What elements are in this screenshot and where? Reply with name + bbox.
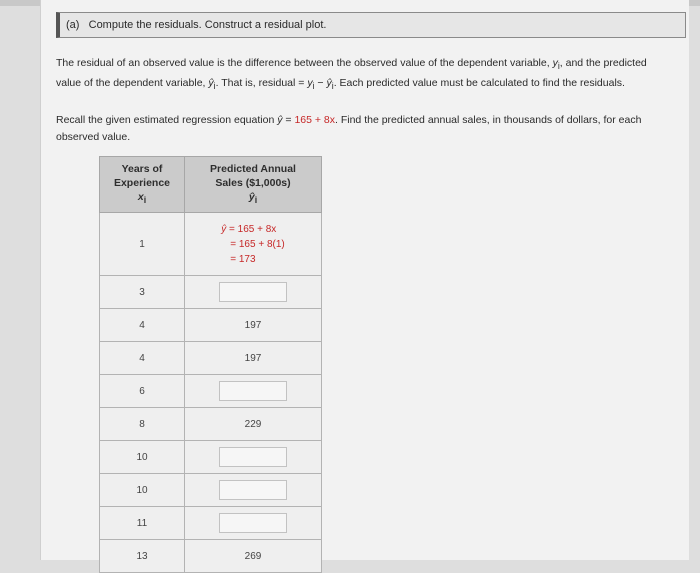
x-cell: 1 xyxy=(100,213,185,276)
predicted-cell xyxy=(185,474,322,507)
recall-text-1: Recall the given estimated regression equation xyxy=(56,114,278,126)
x-cell: 6 xyxy=(100,375,185,408)
x-cell: 4 xyxy=(100,342,185,375)
predicted-cell: 269 xyxy=(185,540,322,573)
recall-text-2: . Find the predicted annual sales, in thousands of dollars, for each observed value. xyxy=(56,114,642,143)
table-row xyxy=(100,375,322,408)
header-years-line1: Years of xyxy=(121,163,163,175)
predicted-cell: 197 xyxy=(185,309,322,342)
predicted-input[interactable] xyxy=(219,381,287,401)
header-predicted-line1: Predicted Annual xyxy=(210,163,296,175)
intro-yi: y xyxy=(552,57,558,69)
part-label: (a) xyxy=(66,19,80,31)
predicted-cell: 229 xyxy=(185,408,322,441)
header-yhat-symbol: ŷ xyxy=(248,191,255,203)
part-title: Compute the residuals. Construct a residual plot. xyxy=(88,19,327,31)
x-cell: 11 xyxy=(100,507,185,540)
table-row xyxy=(100,441,322,474)
predicted-cell: 197 xyxy=(185,342,322,375)
recall-yhat: ŷ xyxy=(277,114,283,126)
table-row xyxy=(100,474,322,507)
predicted-cell xyxy=(185,276,322,309)
x-cell: 10 xyxy=(100,474,185,507)
x-cell: 4 xyxy=(100,309,185,342)
predicted-input[interactable] xyxy=(219,282,287,302)
recall-equals: = xyxy=(282,114,295,126)
table-row xyxy=(100,276,322,309)
x-cell: 3 xyxy=(100,276,185,309)
worked-example-cell xyxy=(185,213,322,276)
intro-text-2: , and the predicted value of the dependent variable, xyxy=(56,57,647,90)
part-header xyxy=(56,12,686,38)
regression-equation: 165 + 8x xyxy=(294,114,336,126)
table-row xyxy=(100,507,322,540)
intro-minus: − xyxy=(314,77,327,90)
predicted-input[interactable] xyxy=(219,447,287,467)
x-cell: 13 xyxy=(100,540,185,573)
table-row xyxy=(100,213,322,276)
intro-yhat-2: ŷ xyxy=(326,77,332,90)
intro-yhat-2-sub: i xyxy=(331,81,334,92)
predicted-cell xyxy=(185,507,322,540)
table-row xyxy=(100,342,322,375)
recall-paragraph xyxy=(56,112,666,146)
intro-yhat: ŷ xyxy=(208,77,214,90)
predicted-cell xyxy=(185,441,322,474)
intro-yi-2: y xyxy=(307,77,313,90)
table-row xyxy=(100,309,322,342)
predicted-cell xyxy=(185,375,322,408)
header-years-line2: Experience xyxy=(113,177,171,189)
intro-text-1: The residual of an observed value is the difference between the observed value of the dependent variable, xyxy=(56,57,553,69)
header-predicted-line2: Sales ($1,000s) xyxy=(215,177,291,189)
worked-line2: = 165 + 8(1) xyxy=(230,238,285,250)
worked-equation xyxy=(221,222,284,267)
x-cell: 8 xyxy=(100,408,185,441)
header-x-sub: i xyxy=(143,195,147,206)
intro-text-4: . Each predicted value must be calculated to find the residuals. xyxy=(333,77,625,90)
worked-yhat: ŷ xyxy=(221,223,227,235)
intro-paragraph xyxy=(56,55,666,95)
table-row xyxy=(100,540,322,573)
intro-yhat-sub: i xyxy=(213,81,216,92)
worked-line3: = 173 xyxy=(230,253,256,265)
question-panel xyxy=(40,0,689,560)
intro-yi-2-sub: i xyxy=(312,81,315,92)
header-yhat-sub: i xyxy=(254,195,258,206)
worked-line1: = 165 + 8x xyxy=(226,223,277,235)
predicted-input[interactable] xyxy=(219,513,287,533)
x-cell: 10 xyxy=(100,441,185,474)
intro-yi-sub: i xyxy=(557,61,560,72)
header-x-symbol: x xyxy=(137,191,144,203)
prediction-table xyxy=(99,156,322,573)
table-row xyxy=(100,408,322,441)
intro-text-3: . That is, residual = xyxy=(215,77,308,90)
predicted-input[interactable] xyxy=(219,480,287,500)
header-years xyxy=(100,157,185,213)
header-predicted xyxy=(185,157,322,213)
